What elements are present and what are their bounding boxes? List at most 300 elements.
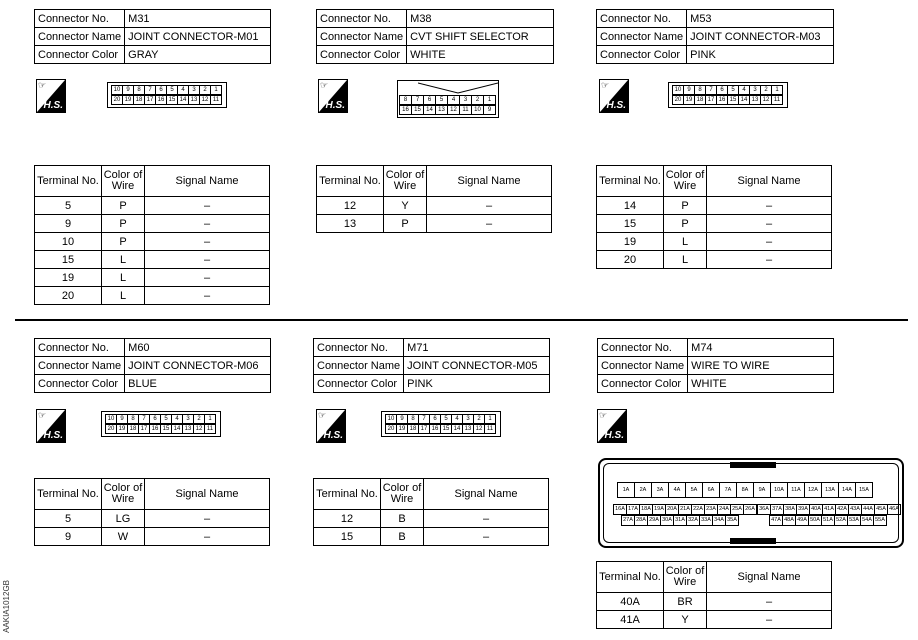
label: Connector Name [317,28,407,46]
pin-cell: 9A [753,482,771,498]
pin-cell: 10A [770,482,788,498]
pin-cell: 25A [730,504,744,515]
pin-cell: 44A [861,504,875,515]
table-row [35,215,270,233]
hs-icon: ☞ H.S. [318,79,348,113]
pin-cell: 14 [451,424,463,434]
hs-icon: ☞ H.S. [599,79,629,113]
pin-cell: 10 [672,85,684,95]
pin-cell: 3 [462,414,474,424]
value: WHITE [407,46,554,64]
connector-info-m31 [34,9,271,64]
terminal-no: 15 [35,251,102,269]
pin-cell: 43A [848,504,862,515]
pin-cell: 10 [471,105,484,115]
pin-cell: 17 [418,424,430,434]
table-row [317,215,552,233]
pin-cell: 51A [821,515,835,526]
table-row [597,197,832,215]
wire-color: P [102,233,145,251]
pin-cell: 3 [459,95,472,105]
pin-cell: 15 [411,105,424,115]
pin-cell: 20 [385,424,397,434]
pin-cell: 1 [483,95,496,105]
signal-name: – [424,528,549,546]
pin-cell: 13 [749,95,761,105]
signal-name: – [145,215,270,233]
pin-cell: 13 [435,105,448,115]
col-wire: Color of Wire [102,479,145,510]
table-row [317,197,552,215]
signal-name: – [145,233,270,251]
pin-cell: 7 [411,95,424,105]
wire-color: W [102,528,145,546]
pin-cell: 15A [855,482,873,498]
pin-cell: 1 [204,414,216,424]
table-row [35,251,270,269]
pin-cell: 17 [705,95,717,105]
value: WHITE [688,375,834,393]
table-row [597,611,832,629]
pin-cell: 12 [760,95,772,105]
label: Connector Name [597,28,687,46]
table-row [314,528,549,546]
hs-icon: ☞ H.S. [36,79,66,113]
pin-cell: 5 [435,95,448,105]
label: Connector Name [35,28,125,46]
value: JOINT CONNECTOR-M03 [687,28,834,46]
col-terminal: Terminal No. [35,479,102,510]
value: M38 [407,10,554,28]
pin-cell: 9 [483,105,496,115]
pin-cell: 31A [673,515,687,526]
label: Connector Color [317,46,407,64]
terminal-no: 9 [35,528,102,546]
pin-cell: 9 [116,414,128,424]
pin-cell: 55A [873,515,887,526]
pin-cell: 4 [738,85,750,95]
pin-cell: 15 [166,95,178,105]
wire-color: BR [664,593,707,611]
value: PINK [687,46,834,64]
pin-cell: 24A [717,504,731,515]
pin-cell: 39A [796,504,810,515]
pin-cell: 7 [705,85,717,95]
pin-cell: 12 [473,424,485,434]
pin-cell: 2 [193,414,205,424]
label: Connector Name [35,357,125,375]
pin-cell: 38A [783,504,797,515]
signal-name: – [707,593,832,611]
value: JOINT CONNECTOR-M06 [125,357,271,375]
pin-cell: 26A [743,504,757,515]
pin-cell: 19A [652,504,666,515]
label: Connector No. [35,339,125,357]
col-signal: Signal Name [145,166,270,197]
pin-cell: 11 [204,424,216,434]
pin-cell: 30A [660,515,674,526]
wire-color: P [102,197,145,215]
pin-cell: 3 [188,85,200,95]
pin-cell: 4 [447,95,460,105]
pin-cell: 5 [727,85,739,95]
table-row [35,197,270,215]
value: WIRE TO WIRE [688,357,834,375]
pin-cell: 33A [699,515,713,526]
table-row [597,593,832,611]
terminal-no: 41A [597,611,664,629]
pin-cell: 10 [111,85,123,95]
wire-color: L [664,251,707,269]
signal-name: – [707,197,832,215]
terminal-no: 19 [597,233,664,251]
pin-cell: 19 [116,424,128,434]
table-row [35,233,270,251]
wire-color: B [381,510,424,528]
pin-cell: 2 [760,85,772,95]
signal-name: – [145,197,270,215]
value: JOINT CONNECTOR-M01 [125,28,271,46]
terminal-no: 5 [35,510,102,528]
terminal-no: 15 [597,215,664,233]
terminal-table-m74 [596,561,832,629]
pin-cell: 14A [838,482,856,498]
value: BLUE [125,375,271,393]
col-wire: Color of Wire [664,166,707,197]
pin-cell: 6 [155,85,167,95]
pin-cell: 15 [727,95,739,105]
connector-info-m71 [313,338,550,393]
signal-name: – [145,528,270,546]
pin-cell: 7A [719,482,737,498]
pin-cell: 8 [407,414,419,424]
connector-face-m53 [668,82,788,108]
signal-name: – [145,287,270,305]
pin-cell: 4 [177,85,189,95]
wire-color: L [102,287,145,305]
wire-color: P [664,197,707,215]
latch-icon [418,81,498,95]
wire-color: P [102,215,145,233]
terminal-table-m71 [313,478,549,546]
wire-color: P [384,215,427,233]
pin-cell: 16 [399,105,412,115]
pin-cell: 19 [396,424,408,434]
pin-cell: 13A [821,482,839,498]
pin-cell: 28A [634,515,648,526]
wire-color: P [664,215,707,233]
connector-info-m60 [34,338,271,393]
pin-cell: 3 [749,85,761,95]
pin-cell: 7 [144,85,156,95]
pin-cell: 47A [769,515,783,526]
pin-cell: 16 [429,424,441,434]
pin-cell: 14 [738,95,750,105]
pin-cell: 20A [665,504,679,515]
pin-cell: 36A [757,504,771,515]
col-wire: Color of Wire [664,562,707,593]
label: Connector Color [35,375,125,393]
table-row [35,269,270,287]
wire-color: B [381,528,424,546]
pin-cell: 1 [484,414,496,424]
terminal-no: 14 [597,197,664,215]
pin-cell: 18 [407,424,419,434]
hs-icon: ☞ H.S. [597,409,627,443]
col-signal: Signal Name [707,562,832,593]
connector-info-m53 [596,9,834,64]
value: CVT SHIFT SELECTOR [407,28,554,46]
wire-color: L [664,233,707,251]
signal-name: – [707,215,832,233]
pin-cell: 5A [685,482,703,498]
pin-cell: 1A [617,482,635,498]
table-row [35,510,270,528]
pin-cell: 19 [683,95,695,105]
signal-name: – [145,510,270,528]
signal-name: – [145,251,270,269]
terminal-no: 10 [35,233,102,251]
pin-cell: 8 [133,85,145,95]
pin-cell: 16A [613,504,627,515]
col-signal: Signal Name [427,166,552,197]
table-row [597,215,832,233]
pin-cell: 11 [459,105,472,115]
pin-cell: 17 [144,95,156,105]
col-terminal: Terminal No. [317,166,384,197]
pin-cell: 22A [691,504,705,515]
label: Connector Color [598,375,688,393]
pin-cell: 11A [787,482,805,498]
pin-cell: 48A [782,515,796,526]
pin-cell: 6 [716,85,728,95]
pin-cell: 18 [127,424,139,434]
col-terminal: Terminal No. [314,479,381,510]
pin-cell: 53A [847,515,861,526]
connector-face-m71 [381,411,501,437]
pin-cell: 5 [160,414,172,424]
pin-cell: 3A [651,482,669,498]
value: M31 [125,10,271,28]
connector-info-m74 [597,338,834,393]
pin-cell: 15 [440,424,452,434]
pin-cell: 5 [166,85,178,95]
pin-cell: 40A [809,504,823,515]
terminal-no: 12 [317,197,384,215]
label: Connector Color [35,46,125,64]
pin-cell: 50A [808,515,822,526]
pin-cell: 11 [210,95,222,105]
pin-cell: 52A [834,515,848,526]
pin-cell: 8 [399,95,412,105]
connector-face-m38 [397,80,499,118]
col-wire: Color of Wire [102,166,145,197]
table-row [597,233,832,251]
terminal-table-m53 [596,165,832,269]
pin-cell: 6 [423,95,436,105]
col-terminal: Terminal No. [597,166,664,197]
pin-cell: 14 [423,105,436,115]
pin-cell: 2 [473,414,485,424]
pin-cell: 20 [105,424,117,434]
hs-icon: ☞ H.S. [36,409,66,443]
pin-cell: 18 [133,95,145,105]
pin-cell: 23A [704,504,718,515]
pin-cell: 6A [702,482,720,498]
pin-cell: 15 [160,424,172,434]
col-wire: Color of Wire [381,479,424,510]
terminal-no: 12 [314,510,381,528]
pin-cell: 8 [694,85,706,95]
terminal-no: 13 [317,215,384,233]
connector-face-m74 [598,458,904,548]
pin-cell: 27A [621,515,635,526]
pin-cell: 16 [155,95,167,105]
terminal-no: 9 [35,215,102,233]
pin-cell: 19 [122,95,134,105]
label: Connector Color [597,46,687,64]
terminal-no: 15 [314,528,381,546]
lock-tab [730,538,776,544]
connector-face-m60 [101,411,221,437]
col-wire: Color of Wire [384,166,427,197]
hs-icon: ☞ H.S. [316,409,346,443]
signal-name: – [707,251,832,269]
label: Connector Name [598,357,688,375]
table-row [314,510,549,528]
pin-cell: 4 [171,414,183,424]
pin-cell: 13 [182,424,194,434]
pin-cell: 54A [860,515,874,526]
pin-cell: 1 [210,85,222,95]
connector-info-m38 [316,9,554,64]
pin-cell: 32A [686,515,700,526]
pin-cell: 4A [668,482,686,498]
figure-code: AAKIA1012GB [2,580,11,633]
pin-cell: 20 [111,95,123,105]
pin-cell: 14 [177,95,189,105]
pin-cell: 9 [396,414,408,424]
pin-cell: 2 [471,95,484,105]
table-row [35,287,270,305]
value: GRAY [125,46,271,64]
pin-cell: 29A [647,515,661,526]
pin-cell: 1 [771,85,783,95]
pin-cell: 11 [771,95,783,105]
pin-cell: 8A [736,482,754,498]
value: M60 [125,339,271,357]
col-terminal: Terminal No. [35,166,102,197]
terminal-no: 19 [35,269,102,287]
pin-cell: 45A [874,504,888,515]
pin-cell: 49A [795,515,809,526]
label: Connector Name [314,357,404,375]
pin-cell: 9 [683,85,695,95]
pin-cell: 37A [770,504,784,515]
pin-cell: 6 [149,414,161,424]
signal-name: – [424,510,549,528]
pin-cell: 12 [447,105,460,115]
terminal-table-m38 [316,165,552,233]
terminal-table-m60 [34,478,270,546]
pin-cell: 12A [804,482,822,498]
pin-cell: 13 [462,424,474,434]
pin-cell: 10 [105,414,117,424]
connector-face-m31 [107,82,227,108]
label: Connector No. [597,10,687,28]
value: M74 [688,339,834,357]
wire-color: LG [102,510,145,528]
pin-cell: 46A [887,504,901,515]
terminal-table-m31 [34,165,270,305]
pin-cell: 2 [199,85,211,95]
pin-cell: 2A [634,482,652,498]
label: Connector No. [598,339,688,357]
wire-color: Y [664,611,707,629]
pin-cell: 12 [193,424,205,434]
pin-cell: 20 [672,95,684,105]
terminal-no: 5 [35,197,102,215]
pin-cell: 17 [138,424,150,434]
value: PINK [404,375,550,393]
col-signal: Signal Name [145,479,270,510]
pin-cell: 17A [626,504,640,515]
pin-cell: 3 [182,414,194,424]
pin-cell: 16 [149,424,161,434]
pin-cell: 9 [122,85,134,95]
col-signal: Signal Name [707,166,832,197]
wire-color: L [102,251,145,269]
pin-cell: 11 [484,424,496,434]
label: Connector No. [35,10,125,28]
pin-cell: 14 [171,424,183,434]
terminal-no: 20 [35,287,102,305]
pin-cell: 10 [385,414,397,424]
terminal-no: 40A [597,593,664,611]
signal-name: – [707,611,832,629]
pin-cell: 13 [188,95,200,105]
pin-cell: 6 [429,414,441,424]
pin-cell: 35A [725,515,739,526]
wire-color: Y [384,197,427,215]
value: JOINT CONNECTOR-M05 [404,357,550,375]
pin-cell: 18 [694,95,706,105]
col-terminal: Terminal No. [597,562,664,593]
pin-cell: 7 [418,414,430,424]
pin-cell: 34A [712,515,726,526]
pin-cell: 8 [127,414,139,424]
signal-name: – [427,197,552,215]
pin-cell: 18A [639,504,653,515]
pin-cell: 12 [199,95,211,105]
lock-tab [730,462,776,468]
pin-cell: 5 [440,414,452,424]
section-divider [15,319,908,321]
pin-cell: 42A [835,504,849,515]
label: Connector No. [314,339,404,357]
label: Connector No. [317,10,407,28]
signal-name: – [707,233,832,251]
pin-cell: 7 [138,414,150,424]
col-signal: Signal Name [424,479,549,510]
terminal-no: 20 [597,251,664,269]
label: Connector Color [314,375,404,393]
wire-color: L [102,269,145,287]
value: M53 [687,10,834,28]
value: M71 [404,339,550,357]
signal-name: – [145,269,270,287]
pin-cell: 16 [716,95,728,105]
